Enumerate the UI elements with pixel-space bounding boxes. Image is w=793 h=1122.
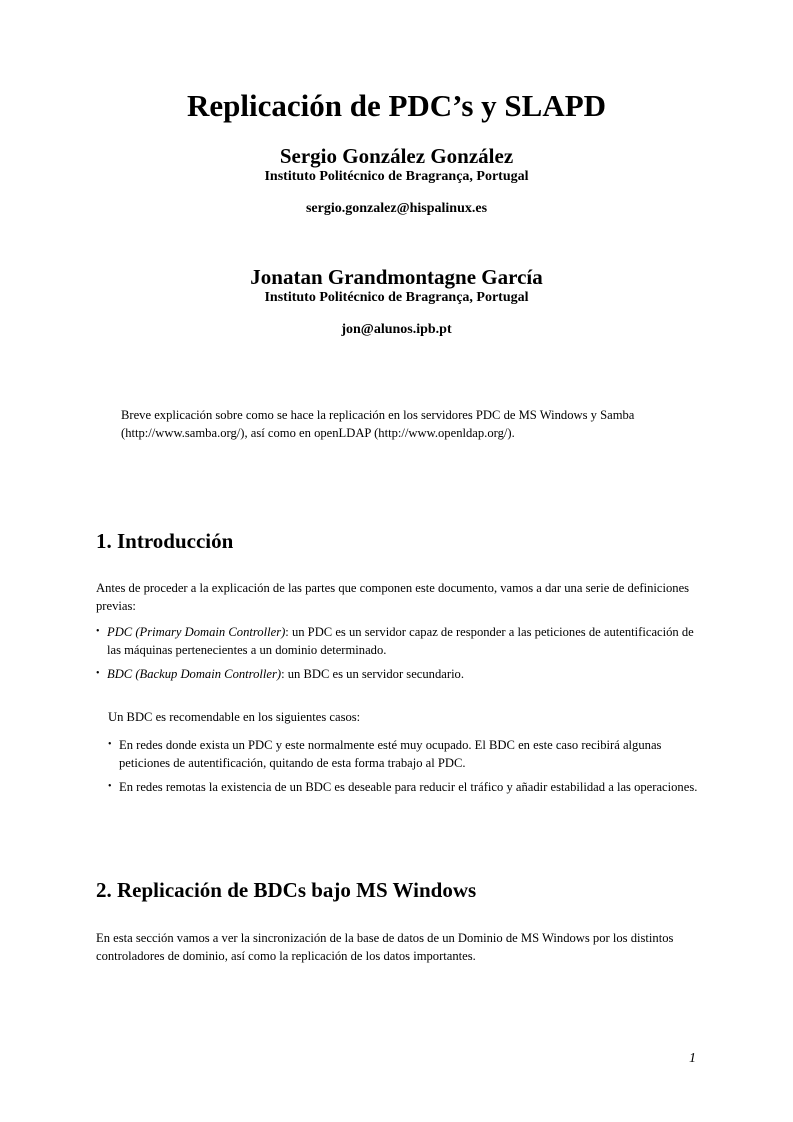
definition-text: : un PDC es un servidor capaz de responder a las peticiones de autentificación de las máquinas pertenecientes a un dominio determinado. bbox=[107, 625, 694, 657]
definition-text: : un BDC es un servidor secundario. bbox=[281, 667, 465, 681]
document-title: Replicación de PDC’s y SLAPD bbox=[186, 88, 607, 123]
author-email: sergio.gonzalez@hispalinux.es bbox=[305, 201, 488, 216]
section1-intro-paragraph: Antes de proceder a la explicación de las partes que componen este documento, vamos a dar una serie de definiciones previas: bbox=[96, 581, 690, 613]
list-item bbox=[96, 665, 696, 683]
author-name: Jonatan Grandmontagne García bbox=[250, 265, 543, 289]
page-number: 1 bbox=[689, 1051, 696, 1066]
author-affiliation: Instituto Politécnico de Bragrança, Portugal bbox=[264, 169, 529, 184]
author-name: Sergio González González bbox=[279, 144, 514, 168]
cases-list bbox=[108, 736, 698, 802]
definition-term: PDC (Primary Domain Controller) bbox=[107, 625, 286, 639]
bullet-icon: • bbox=[108, 781, 112, 792]
definitions-list bbox=[96, 623, 696, 689]
bullet-icon: • bbox=[96, 668, 100, 679]
list-item bbox=[96, 623, 696, 659]
author-affiliation: Instituto Politécnico de Bragrança, Portugal bbox=[264, 290, 529, 305]
list-item bbox=[108, 778, 698, 796]
list-item bbox=[108, 736, 698, 772]
author-block-1 bbox=[0, 144, 793, 217]
author-block-2 bbox=[0, 265, 793, 338]
abstract: Breve explicación sobre como se hace la replicación en los servidores PDC de MS Windows y Samba (http://www.samba.org/), así como en openLDAP (http://www.openldap.org/). bbox=[121, 408, 635, 440]
bullet-icon: • bbox=[108, 739, 112, 750]
case-text: En redes donde exista un PDC y este normalmente esté muy ocupado. El BDC en este caso recibirá algunas peticiones de autentificación, quitando de esta forma trabajo al PDC. bbox=[119, 738, 662, 770]
section-heading-introduccion: 1. Introducción bbox=[96, 529, 234, 553]
cases-intro-paragraph: Un BDC es recomendable en los siguientes casos: bbox=[108, 710, 361, 724]
author-email: jon@alunos.ipb.pt bbox=[341, 322, 452, 337]
section2-intro-paragraph: En esta sección vamos a ver la sincronización de la base de datos de un Dominio de MS Windows por los distintos controladores de dominio, así como la replicación de los datos importantes. bbox=[96, 931, 674, 963]
case-text: En redes remotas la existencia de un BDC es deseable para reducir el tráfico y añadir estabilidad a las operaciones. bbox=[119, 780, 698, 794]
section-heading-replicacion-bdcs: 2. Replicación de BDCs bajo MS Windows bbox=[96, 878, 477, 902]
bullet-icon: • bbox=[96, 626, 100, 637]
definition-term: BDC (Backup Domain Controller) bbox=[107, 667, 282, 681]
